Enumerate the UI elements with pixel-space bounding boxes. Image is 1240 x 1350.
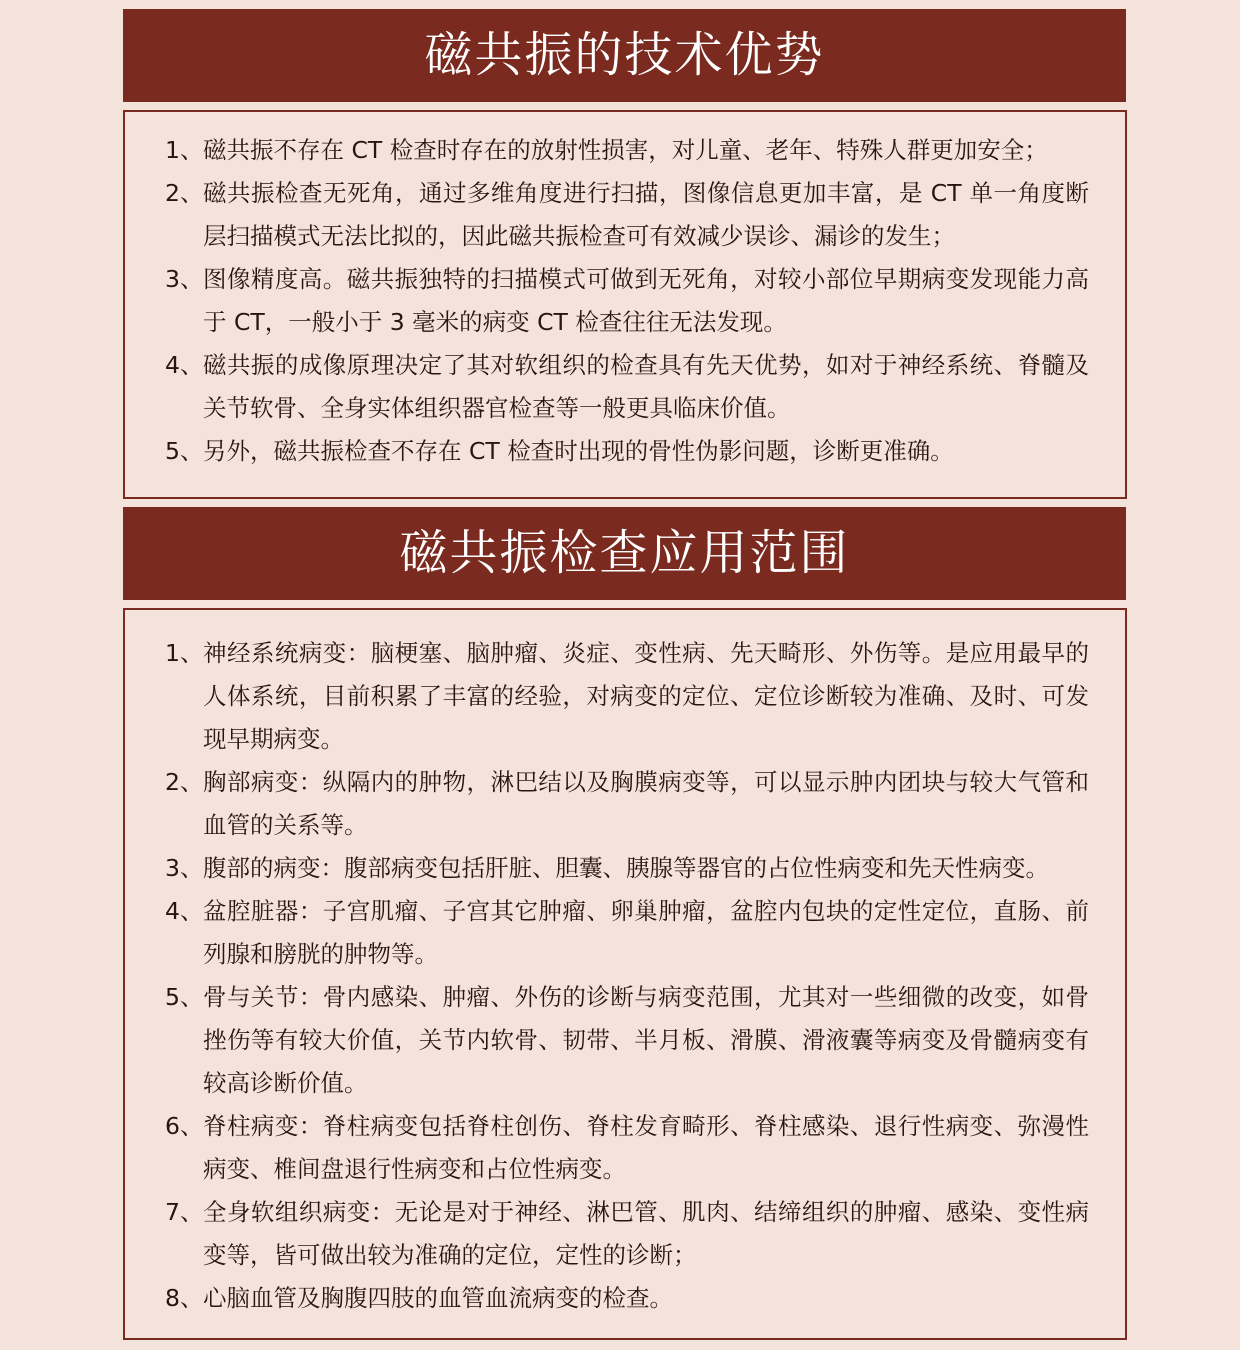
- list-item: [125, 847, 1125, 890]
- item-text: 图像精度高。磁共振独特的扫描模式可做到无死角，对较小部位早期病变发现能力高于 CT，一般小于 3 毫米的病变 CT 检查往往无法发现。: [203, 265, 1089, 336]
- item-text: 另外，磁共振检查不存在 CT 检查时出现的骨性伪影问题，诊断更准确。: [203, 437, 954, 465]
- list-item: [125, 1191, 1125, 1277]
- item-text: 脊柱病变：脊柱病变包括脊柱创伤、脊柱发育畸形、脊柱感染、退行性病变、弥漫性病变、椎间盘退行性病变和占位性病变。: [203, 1112, 1089, 1183]
- section-title-advantages: 磁共振的技术优势: [123, 9, 1126, 102]
- list-item: [125, 976, 1125, 1105]
- item-text: 骨与关节：骨内感染、肿瘤、外伤的诊断与病变范围，尤其对一些细微的改变，如骨挫伤等有较大价值，关节内软骨、韧带、半月板、滑膜、滑液囊等病变及骨髓病变有较高诊断价值。: [203, 983, 1089, 1097]
- item-number: 2、: [165, 768, 204, 796]
- list-item: [125, 1105, 1125, 1191]
- applications-list: [125, 632, 1125, 1320]
- item-number: 2、: [165, 179, 204, 207]
- item-number: 7、: [165, 1198, 204, 1226]
- list-item: [125, 344, 1125, 430]
- item-number: 4、: [165, 351, 204, 379]
- list-item: [125, 172, 1125, 258]
- applications-panel: [123, 608, 1127, 1340]
- item-number: 5、: [165, 983, 204, 1011]
- list-item: [125, 890, 1125, 976]
- item-text: 磁共振的成像原理决定了其对软组织的检查具有先天优势，如对于神经系统、脊髓及关节软骨、全身实体组织器官检查等一般更具临床价值。: [203, 351, 1089, 422]
- list-item: [125, 1277, 1125, 1320]
- advantages-panel: [123, 110, 1127, 499]
- list-item: [125, 430, 1125, 473]
- item-number: 3、: [165, 265, 204, 293]
- item-number: 4、: [165, 897, 204, 925]
- item-text: 神经系统病变：脑梗塞、脑肿瘤、炎症、变性病、先天畸形、外伤等。是应用最早的人体系统，目前积累了丰富的经验，对病变的定位、定位诊断较为准确、及时、可发现早期病变。: [203, 639, 1089, 753]
- item-number: 5、: [165, 437, 204, 465]
- advantages-list: [125, 129, 1125, 473]
- item-text: 全身软组织病变：无论是对于神经、淋巴管、肌肉、结缔组织的肿瘤、感染、变性病变等，皆可做出较为准确的定位，定性的诊断；: [203, 1198, 1089, 1269]
- item-text: 心脑血管及胸腹四肢的血管血流病变的检查。: [203, 1284, 673, 1312]
- item-number: 1、: [165, 136, 204, 164]
- item-number: 1、: [165, 639, 204, 667]
- list-item: [125, 761, 1125, 847]
- item-number: 6、: [165, 1112, 204, 1140]
- item-text: 胸部病变：纵隔内的肿物，淋巴结以及胸膜病变等，可以显示肿内团块与较大气管和血管的关系等。: [203, 768, 1089, 839]
- section-title-applications: 磁共振检查应用范围: [123, 507, 1126, 600]
- item-number: 8、: [165, 1284, 204, 1312]
- item-number: 3、: [165, 854, 204, 882]
- list-item: [125, 258, 1125, 344]
- item-text: 磁共振检查无死角，通过多维角度进行扫描，图像信息更加丰富，是 CT 单一角度断层扫描模式无法比拟的，因此磁共振检查可有效减少误诊、漏诊的发生；: [203, 179, 1089, 250]
- item-text: 盆腔脏器：子宫肌瘤、子宫其它肿瘤、卵巢肿瘤，盆腔内包块的定性定位，直肠、前列腺和膀胱的肿物等。: [203, 897, 1089, 968]
- list-item: [125, 129, 1125, 172]
- item-text: 磁共振不存在 CT 检查时存在的放射性损害，对儿童、老年、特殊人群更加安全；: [203, 136, 1048, 164]
- item-text: 腹部的病变：腹部病变包括肝脏、胆囊、胰腺等器官的占位性病变和先天性病变。: [203, 854, 1049, 882]
- list-item: [125, 632, 1125, 761]
